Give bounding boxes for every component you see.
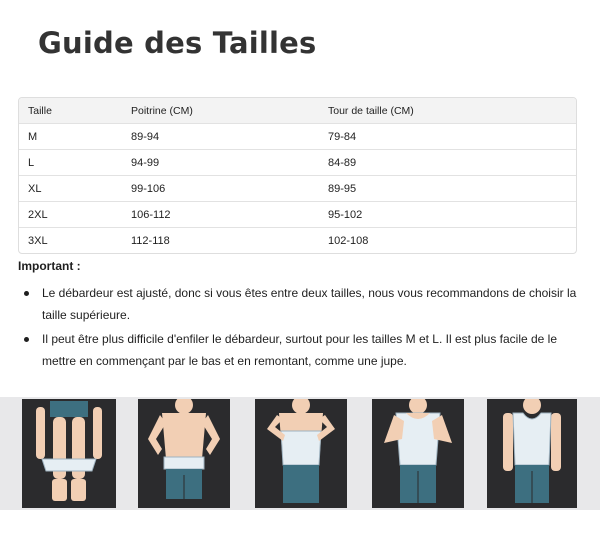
cell-waist: 84-89: [328, 156, 357, 169]
notes-list: [18, 282, 583, 372]
step-3-icon: [255, 399, 347, 508]
list-item: [18, 282, 583, 326]
step-4-icon: [372, 399, 464, 508]
cell-chest: 106-112: [131, 208, 171, 221]
header-waist: Tour de taille (CM): [328, 104, 414, 117]
cell-waist: 95-102: [328, 208, 363, 221]
step-3-illustration: [255, 399, 347, 508]
cell-size: M: [28, 130, 38, 143]
cell-size: 3XL: [28, 234, 48, 247]
cell-size: XL: [28, 182, 42, 195]
bullet-icon: [24, 291, 29, 296]
cell-waist: 89-95: [328, 182, 357, 195]
table-row: [19, 175, 576, 201]
step-5-icon: [487, 399, 577, 508]
dressing-steps-strip: [0, 397, 600, 510]
step-5-illustration: [487, 399, 577, 508]
cell-waist: 102-108: [328, 234, 369, 247]
header-chest: Poitrine (CM): [131, 104, 193, 117]
table-row: [19, 201, 576, 227]
step-1-icon: [22, 399, 116, 508]
cell-waist: 79-84: [328, 130, 357, 143]
cell-size: L: [28, 156, 35, 169]
cell-chest: 89-94: [131, 130, 160, 143]
size-table: [18, 97, 577, 254]
header-size: Taille: [28, 104, 52, 117]
table-row: [19, 123, 576, 149]
cell-chest: 112-118: [131, 234, 170, 247]
important-notes: [18, 259, 583, 374]
list-item: [18, 328, 583, 372]
table-row: [19, 227, 576, 253]
page-title: Guide des Tailles: [38, 26, 317, 60]
table-row: [19, 149, 576, 175]
cell-chest: 99-106: [131, 182, 166, 195]
step-1-illustration: [22, 399, 116, 508]
step-2-icon: [138, 399, 230, 508]
cell-size: 2XL: [28, 208, 48, 221]
table-header-row: [19, 98, 576, 123]
bullet-icon: [24, 337, 29, 342]
step-4-illustration: [372, 399, 464, 508]
cell-chest: 94-99: [131, 156, 160, 169]
note-text: Le débardeur est ajusté, donc si vous êtes entre deux tailles, nous vous recommandons de choisir la taille supérieure.: [42, 286, 577, 322]
notes-title: Important :: [18, 259, 81, 273]
note-text: Il peut être plus difficile d'enfiler le débardeur, surtout pour les tailles M et L. Il est plus facile de le mettre en commençant par le bas et en remontant, comme une jupe.: [42, 332, 558, 368]
step-2-illustration: [138, 399, 230, 508]
